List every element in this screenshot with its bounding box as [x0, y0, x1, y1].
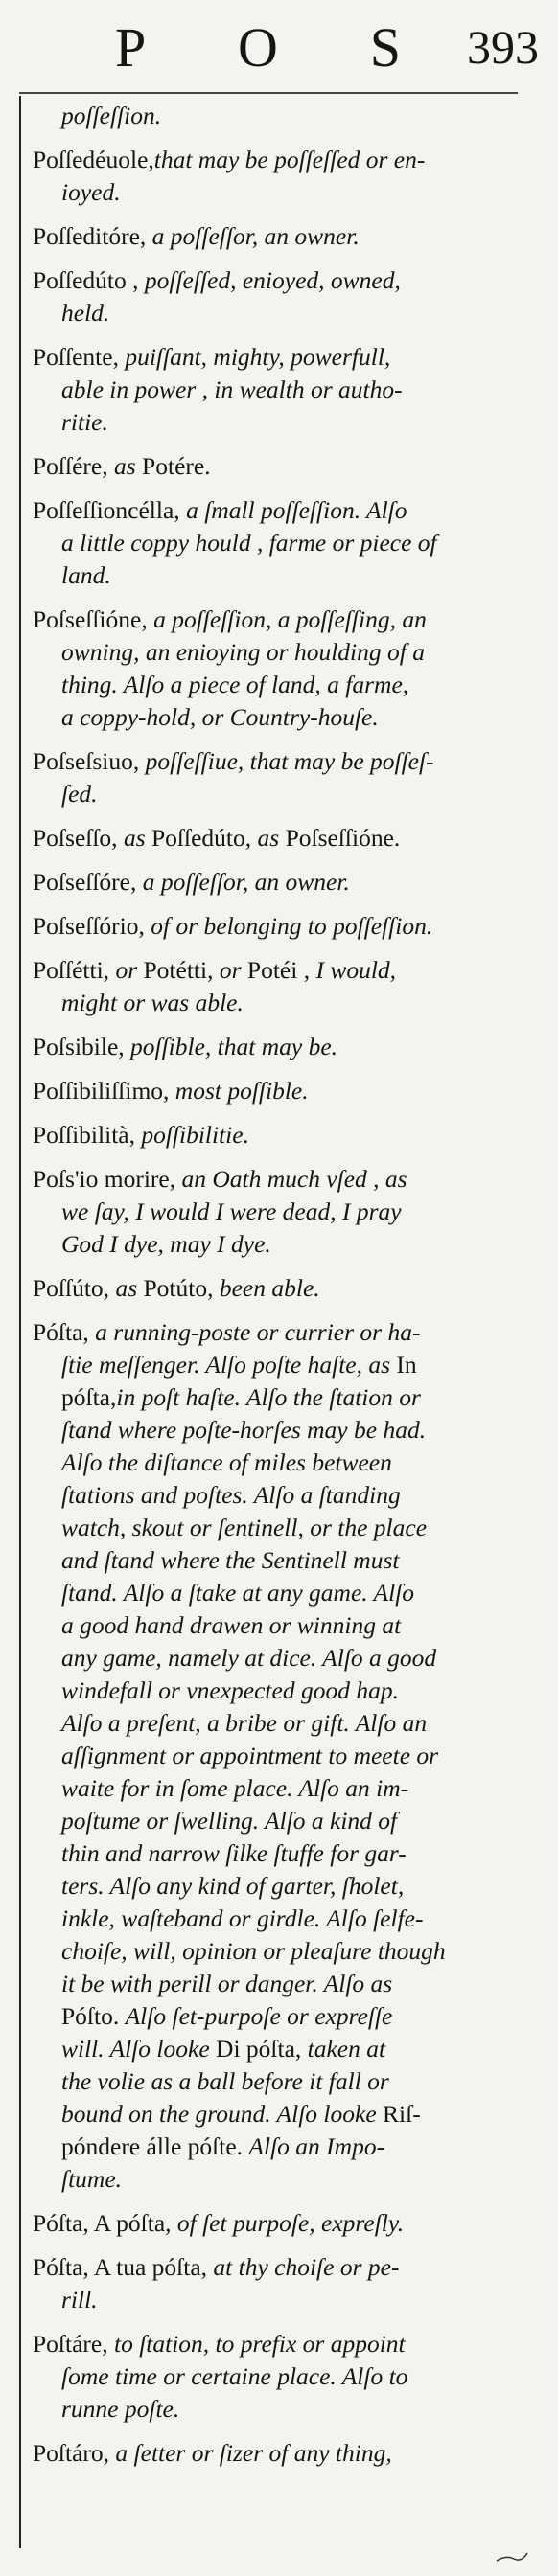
definition-text: ritie. — [61, 408, 108, 436]
definition-text: I would, — [315, 956, 397, 984]
dictionary-entry — [33, 2207, 543, 2240]
headword: Poſseſſóre, — [33, 868, 143, 896]
entry-continuation-line — [33, 2065, 543, 2098]
definition-text: most poſſible. — [174, 1077, 309, 1105]
definition-text: and ſtand where the Sentinell must — [61, 1546, 400, 1574]
entry-continuation-line — [33, 2360, 543, 2393]
definition-text: thin and narrow ſilke ſtuffe for gar- — [61, 1839, 407, 1867]
definition-text: able in power , in wealth or autho- — [61, 376, 403, 403]
entry-continuation-line — [33, 987, 543, 1019]
definition-text: at thy choiſe or pe- — [213, 2253, 400, 2281]
entry-gap — [33, 439, 543, 450]
definition-text: ſome time or certaine place. Alſo to — [61, 2362, 408, 2390]
definition-text: we ſay, I would I were dead, I pray — [61, 1197, 402, 1225]
definition-text: of ſet purpoſe, expreſly. — [176, 2209, 405, 2237]
entry-continuation-line — [33, 1968, 543, 2000]
entry-continuation-line — [33, 2033, 543, 2065]
headword: Poſseſſo, — [33, 824, 124, 852]
entry-first-line — [33, 100, 543, 132]
entry-continuation-line — [33, 1837, 543, 1870]
entry-continuation-line — [33, 559, 543, 592]
entry-continuation-line — [33, 1642, 543, 1675]
entry-gap — [33, 2196, 543, 2207]
definition-text: or — [115, 956, 144, 984]
entry-continuation-line — [33, 1772, 543, 1805]
definition-text: inkle, waſteband or girdle. Alſo ſelfe- — [61, 1904, 424, 1932]
dictionary-entry — [33, 745, 543, 810]
entry-continuation-line — [33, 1740, 543, 1772]
dictionary-entry — [33, 100, 543, 132]
entry-gap — [33, 1151, 543, 1163]
entry-continuation-line — [33, 1196, 543, 1228]
headword: Poſſedúto, — [151, 824, 258, 852]
definition-text: a ſmall poſſeſſion. Alſo — [186, 496, 407, 524]
headword: Póſta, A tua póſta, — [33, 2253, 214, 2281]
entry-gap — [33, 810, 543, 822]
entry-gap — [33, 1305, 543, 1316]
entry-continuation-line — [33, 2098, 543, 2131]
entry-first-line — [33, 604, 543, 636]
dictionary-entry — [33, 2437, 543, 2470]
entry-continuation-line — [33, 527, 543, 559]
headword: Poſſére, — [33, 452, 114, 480]
dictionary-entry — [33, 954, 543, 1019]
entry-gap — [33, 132, 543, 144]
entry-gap — [33, 899, 543, 910]
dictionary-entry — [33, 866, 543, 899]
dictionary-entry — [33, 2328, 543, 2426]
headword: Póſta, — [33, 1318, 96, 1346]
headword: Poſſente, — [33, 343, 126, 371]
dictionary-entry — [33, 604, 543, 734]
entry-gap — [33, 2316, 543, 2328]
entry-first-line — [33, 822, 543, 855]
definition-text: held. — [61, 299, 110, 327]
definition-text: of or belonging to poſſeſſion. — [151, 912, 433, 940]
definition-text: God I dye, may I dye. — [61, 1230, 271, 1258]
dictionary-column — [33, 100, 543, 2481]
definition-text: will. Alſo looke — [61, 2035, 217, 2063]
definition-text: a good hand drawen or winning at — [61, 1611, 402, 1639]
entry-gap — [33, 253, 543, 264]
definition-text: or — [219, 956, 247, 984]
running-head-letter: P — [115, 15, 149, 79]
entry-continuation-line — [33, 2393, 543, 2426]
definition-text: taken at — [307, 2035, 386, 2063]
definition-text: windefall or vnexpected good hap. — [61, 1676, 399, 1704]
entry-first-line — [33, 1163, 543, 1196]
entry-first-line — [33, 2251, 543, 2284]
headword: Poſtáre, — [33, 2330, 114, 2358]
entry-first-line — [33, 1031, 543, 1063]
definition-text: a ſetter or ſizer of any thing, — [115, 2439, 392, 2467]
dictionary-entry — [33, 822, 543, 855]
entry-first-line — [33, 866, 543, 899]
definition-text: poſtume or ſwelling. Alſo a kind of — [61, 1807, 398, 1835]
entry-continuation-line — [33, 2131, 543, 2163]
entry-continuation-line — [33, 778, 543, 810]
entry-first-line — [33, 450, 543, 483]
headword: Poſseſſióne. — [285, 824, 401, 852]
entry-continuation-line — [33, 374, 543, 406]
entry-continuation-line — [33, 1609, 543, 1642]
entry-gap — [33, 1063, 543, 1075]
definition-text: that may be poſſeſſed or en- — [153, 146, 426, 173]
page-header — [0, 0, 558, 86]
entry-gap — [33, 1107, 543, 1119]
definition-text: a poſſeſſor, an owner. — [151, 222, 360, 250]
entry-continuation-line — [33, 1707, 543, 1740]
headword: Póſta, A póſta, — [33, 2209, 177, 2237]
definition-text: ters. Alſo any kind of garter, ſholet, — [61, 1872, 405, 1900]
headword: Poſseſſório, — [33, 912, 151, 940]
headword: Poſſeditóre, — [33, 222, 152, 250]
dictionary-entry — [33, 144, 543, 209]
running-head-letter: S — [369, 15, 403, 79]
entry-gap — [33, 592, 543, 604]
top-rule — [19, 92, 518, 94]
dictionary-entry — [33, 1316, 543, 2196]
entry-gap — [33, 2470, 543, 2481]
dictionary-entry — [33, 494, 543, 592]
entry-continuation-line — [33, 1381, 543, 1414]
headword: Poſſibiliſſimo, — [33, 1077, 175, 1105]
definition-text: in poſt haſte. Alſo the ſtation or — [116, 1383, 421, 1411]
headword: póndere álle póſte. — [61, 2132, 249, 2160]
definition-text: ſtie meſſenger. Alſo poſte haſte, as — [61, 1351, 397, 1379]
definition-text: Alſo the diſtance of miles between — [61, 1448, 392, 1476]
entry-first-line — [33, 745, 543, 778]
headword: Poſſúto, — [33, 1274, 116, 1302]
dictionary-entry — [33, 220, 543, 253]
headword: Poſſibilità, — [33, 1121, 142, 1149]
entry-continuation-line — [33, 2000, 543, 2033]
headword: Poſſeſſioncélla, — [33, 496, 187, 524]
column-rule — [19, 96, 21, 2548]
dictionary-entry — [33, 1031, 543, 1063]
headword: Riſ- — [383, 2100, 421, 2128]
definition-text: any game, namely at dice. Alſo a good — [61, 1644, 437, 1672]
headword: Poſtáro, — [33, 2439, 116, 2467]
entry-continuation-line — [33, 1805, 543, 1837]
definition-text: rill. — [61, 2286, 98, 2314]
running-head-letter: O — [238, 15, 280, 79]
headword: Póſto. — [61, 2002, 126, 2030]
dictionary-entry — [33, 1163, 543, 1261]
entry-continuation-line — [33, 1935, 543, 1968]
entry-gap — [33, 330, 543, 341]
headword: Poſs'io morire, — [33, 1165, 182, 1193]
definition-text: might or was able. — [61, 989, 244, 1016]
definition-text: bound on the ground. Alſo looke — [61, 2100, 384, 2128]
entry-continuation-line — [33, 2163, 543, 2196]
definition-text: a poſſeſſion, a poſſeſſing, an — [153, 605, 427, 633]
headword: Potétti, — [143, 956, 220, 984]
entry-first-line — [33, 341, 543, 374]
entry-first-line — [33, 494, 543, 527]
entry-continuation-line — [33, 636, 543, 669]
entry-first-line — [33, 1119, 543, 1151]
entry-gap — [33, 2426, 543, 2437]
definition-text: a running-poste or currier or ha- — [95, 1318, 421, 1346]
headword: Di póſta, — [216, 2035, 308, 2063]
definition-text: to ſtation, to prefix or appoint — [113, 2330, 406, 2358]
entry-continuation-line — [33, 1414, 543, 1447]
definition-text: poſſeſſed, enioyed, owned, — [144, 266, 401, 294]
entry-gap — [33, 943, 543, 954]
entry-continuation-line — [33, 1675, 543, 1707]
entry-continuation-line — [33, 1228, 543, 1261]
definition-text: as — [123, 824, 151, 852]
definition-text: ſtand where poſte-horſes may be had. — [61, 1416, 427, 1444]
definition-text: poſſeſſion. — [61, 102, 162, 129]
entry-continuation-line — [33, 1447, 543, 1479]
entry-first-line — [33, 910, 543, 943]
headword: Potére. — [142, 452, 211, 480]
definition-text: choiſe, will, opinion or pleaſure though — [61, 1937, 446, 1965]
entry-gap — [33, 483, 543, 494]
entry-continuation-line — [33, 1903, 543, 1935]
dictionary-entry — [33, 910, 543, 943]
headword: Poſseſsiuo, — [33, 747, 146, 775]
entry-continuation-line — [33, 1544, 543, 1577]
headword: Poſſedéuole, — [33, 146, 154, 173]
definition-text: aſſignment or appointment to meete or — [61, 1742, 439, 1769]
definition-text: as — [113, 452, 143, 480]
entry-first-line — [33, 1075, 543, 1107]
entry-first-line — [33, 2207, 543, 2240]
definition-text: owning, an enioying or houlding of a — [61, 638, 425, 666]
entry-first-line — [33, 264, 543, 297]
entry-first-line — [33, 1316, 543, 1349]
definition-text: ioyed. — [61, 178, 121, 206]
running-head — [115, 13, 403, 80]
entry-continuation-line — [33, 669, 543, 701]
entry-continuation-line — [33, 297, 543, 330]
definition-text: an Oath much vſed , as — [181, 1165, 407, 1193]
definition-text: Alſo a preſent, a bribe or gift. Alſo an — [61, 1709, 428, 1737]
headword: In — [396, 1351, 417, 1379]
definition-text: waite for in ſome place. Alſo an im- — [61, 1774, 409, 1802]
entry-first-line — [33, 2328, 543, 2360]
dictionary-entry — [33, 1272, 543, 1305]
definition-text: Alſo an Impo- — [248, 2132, 385, 2160]
definition-text: a poſſeſſor, an owner. — [142, 868, 350, 896]
definition-text: land. — [61, 561, 111, 589]
entry-continuation-line — [33, 176, 543, 209]
dictionary-entry — [33, 264, 543, 330]
entry-first-line — [33, 1272, 543, 1305]
definition-text: been able. — [219, 1274, 320, 1302]
entry-continuation-line — [33, 701, 543, 734]
entry-gap — [33, 2240, 543, 2251]
definition-text: puiſſant, mighty, powerfull, — [125, 343, 391, 371]
page-number: 393 — [467, 20, 539, 74]
headword: Poſſétti, — [33, 956, 116, 984]
dictionary-entry — [33, 1119, 543, 1151]
dictionary-entry — [33, 450, 543, 483]
entry-gap — [33, 734, 543, 745]
entry-first-line — [33, 2437, 543, 2470]
dictionary-entry — [33, 341, 543, 439]
definition-text: ſed. — [61, 780, 98, 808]
definition-text: it be with perill or danger. Alſo as — [61, 1970, 393, 1997]
headword: Poſseſſióne, — [33, 605, 154, 633]
entry-continuation-line — [33, 406, 543, 439]
entry-first-line — [33, 144, 543, 176]
entry-continuation-line — [33, 1870, 543, 1903]
definition-text: Alſo ſet-purpoſe or expreſſe — [125, 2002, 393, 2030]
dictionary-entry — [33, 2251, 543, 2316]
dictionary-entry — [33, 1075, 543, 1107]
entry-continuation-line — [33, 1577, 543, 1609]
definition-text: a little coppy hould , farme or piece of — [61, 529, 437, 557]
entry-gap — [33, 209, 543, 220]
definition-text: as — [257, 824, 286, 852]
entry-first-line — [33, 220, 543, 253]
definition-text: poſſeſſiue, that may be poſſeſ- — [145, 747, 434, 775]
entry-gap — [33, 855, 543, 866]
headword: Potéi , — [246, 956, 316, 984]
entry-gap — [33, 1019, 543, 1031]
headword: Potúto, — [143, 1274, 220, 1302]
ink-mark — [493, 2547, 531, 2566]
definition-text: ſtand. Alſo a ſtake at any game. Alſo — [61, 1579, 415, 1607]
definition-text: runne poſte. — [61, 2395, 180, 2423]
definition-text: poſſible, that may be. — [130, 1033, 338, 1060]
definition-text: ſtume. — [61, 2165, 123, 2193]
definition-text: ſtations and poſtes. Alſo a ſtanding — [61, 1481, 401, 1509]
entry-continuation-line — [33, 1349, 543, 1381]
definition-text: as — [115, 1274, 144, 1302]
headword: póſta, — [61, 1383, 117, 1411]
headword: Poſsibile, — [33, 1033, 131, 1060]
definition-text: the volie as a ball before it fall or — [61, 2067, 389, 2095]
definition-text: watch, skout or ſentinell, or the place — [61, 1514, 428, 1541]
entry-first-line — [33, 954, 543, 987]
entry-continuation-line — [33, 1479, 543, 1512]
entry-gap — [33, 1261, 543, 1272]
entry-continuation-line — [33, 2284, 543, 2316]
definition-text: thing. Alſo a piece of land, a farme, — [61, 671, 409, 698]
entry-continuation-line — [33, 1512, 543, 1544]
definition-text: a coppy-hold, or Country-houſe. — [61, 703, 379, 731]
definition-text: poſſibilitie. — [141, 1121, 249, 1149]
headword: Poſſedúto , — [33, 266, 145, 294]
